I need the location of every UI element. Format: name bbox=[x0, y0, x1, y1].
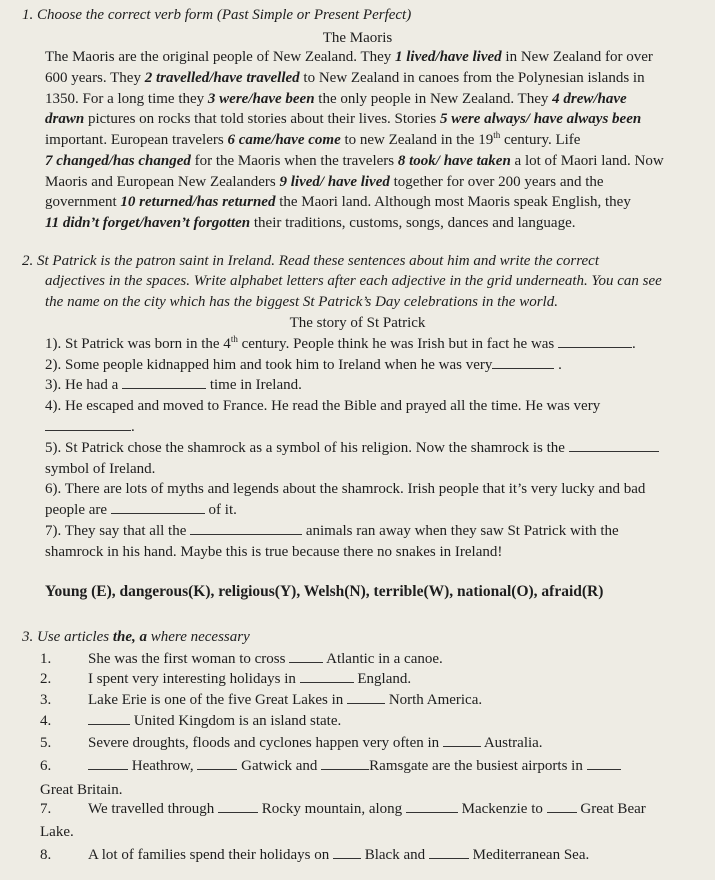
section2-heading-1: 2. St Patrick is the patron saint in Ireland. Read these sentences about him and write the correct bbox=[22, 253, 599, 269]
s1-line-9: 11 didn’t forget/haven’t forgotten their traditions, customs, songs, dances and language. bbox=[45, 215, 576, 231]
blank-s3-7b[interactable] bbox=[406, 800, 458, 813]
word-bank: Young (E), dangerous(K), religious(Y), Welsh(N), terrible(W), national(O), afraid(R) bbox=[45, 583, 604, 600]
section1-title: The Maoris bbox=[322, 30, 393, 46]
s2-line-7: 7). They say that all the animals ran away when they saw St Patrick with the bbox=[45, 523, 619, 539]
blank-s3-7c[interactable] bbox=[547, 800, 577, 813]
s3-item-7: 7. We travelled through Rocky mountain, along Mackenzie to Great Bear bbox=[40, 801, 646, 817]
blank-s3-6c[interactable] bbox=[321, 757, 369, 770]
blank-s3-7a[interactable] bbox=[218, 800, 258, 813]
s1-line-5: important. European travelers 6 came/have come to new Zealand in the 19th century. Life bbox=[45, 130, 581, 148]
s3-item-3: 3. Lake Erie is one of the five Great Lakes in North America. bbox=[40, 692, 483, 708]
blank-s3-3[interactable] bbox=[347, 691, 385, 704]
s3-item-8: 8. A lot of families spend their holidays on Black and Mediterranean Sea. bbox=[40, 847, 590, 863]
section3-heading: 3. Use articles the, a where necessary bbox=[22, 629, 250, 645]
blank-s3-8b[interactable] bbox=[429, 846, 469, 859]
s3-item-5: 5. Severe droughts, floods and cyclones happen very often in Australia. bbox=[40, 735, 543, 751]
blank-s3-8a[interactable] bbox=[333, 846, 361, 859]
blank-s3-6d[interactable] bbox=[587, 757, 621, 770]
s2-line-2: 2). Some people kidnapped him and took him to Ireland when he was very . bbox=[45, 357, 562, 373]
blank-s3-4[interactable] bbox=[88, 712, 130, 725]
s2-line-1: 1). St Patrick was born in the 4th century. People think he was Irish but in fact he was . bbox=[45, 334, 636, 352]
blank-s3-5[interactable] bbox=[443, 734, 481, 747]
section1-heading: 1. Choose the correct verb form (Past Simple or Present Perfect) bbox=[22, 7, 412, 23]
s3-item-4: 4. United Kingdom is an island state. bbox=[40, 713, 342, 729]
blank-2[interactable] bbox=[492, 356, 554, 369]
s1-line-6: 7 changed/has changed for the Maoris when the travelers 8 took/ have taken a lot of Maori land. Now bbox=[45, 153, 664, 169]
blank-5[interactable] bbox=[569, 439, 659, 452]
s1-line-3: 1350. For a long time they 3 were/have been the only people in New Zealand. They 4 drew/have bbox=[45, 91, 627, 107]
s2-line-4b: . bbox=[45, 418, 135, 436]
s3-item-7b: Lake. bbox=[40, 824, 74, 840]
s1-line-8: government 10 returned/has returned the Maori land. Although most Maoris speak English, they bbox=[45, 194, 631, 210]
s1-line-4: drawn pictures on rocks that told stories about their lives. Stories 5 were always/ have always been bbox=[45, 111, 642, 127]
s2-line-7b: shamrock in his hand. Maybe this is true because there no snakes in Ireland! bbox=[45, 544, 503, 560]
s3-item-6b: Great Britain. bbox=[40, 782, 123, 798]
s3-item-6: 6. Heathrow, Gatwick and Ramsgate are the busiest airports in bbox=[40, 757, 621, 775]
blank-3[interactable] bbox=[122, 376, 206, 389]
blank-s3-6b[interactable] bbox=[197, 757, 237, 770]
s1-line-1: The Maoris are the original people of New Zealand. They 1 lived/have lived in New Zealand for over bbox=[45, 49, 653, 65]
s2-line-6: 6). There are lots of myths and legends about the shamrock. Irish people that it’s very lucky and bad bbox=[45, 481, 646, 497]
blank-7[interactable] bbox=[190, 522, 302, 535]
blank-s3-1[interactable] bbox=[289, 650, 323, 663]
blank-1[interactable] bbox=[558, 335, 632, 348]
section2-heading-2: adjectives in the spaces. Write alphabet letters after each adjective in the grid underneath. You can see bbox=[45, 273, 662, 289]
blank-s3-2[interactable] bbox=[300, 670, 354, 683]
blank-4[interactable] bbox=[45, 418, 131, 431]
s2-line-5: 5). St Patrick chose the shamrock as a symbol of his religion. Now the shamrock is the bbox=[45, 439, 659, 457]
s3-item-1: 1. She was the first woman to cross Atlantic in a canoe. bbox=[40, 651, 443, 667]
s2-line-5b: symbol of Ireland. bbox=[45, 461, 156, 477]
section2-title: The story of St Patrick bbox=[289, 315, 426, 331]
blank-s3-6a[interactable] bbox=[88, 757, 128, 770]
s2-line-4: 4). He escaped and moved to France. He read the Bible and prayed all the time. He was very bbox=[45, 398, 601, 414]
blank-6[interactable] bbox=[111, 501, 205, 514]
s2-line-3: 3). He had a time in Ireland. bbox=[45, 377, 302, 393]
section2-heading-3: the name on the city which has the biggest St Patrick’s Day celebrations in the world. bbox=[45, 294, 558, 310]
s1-line-2: 600 years. They 2 travelled/have travelled to New Zealand in canoes from the Polynesian islands in bbox=[45, 70, 645, 86]
s1-line-7: Maoris and European New Zealanders 9 lived/ have lived together for over 200 years and the bbox=[45, 174, 604, 190]
s2-line-6b: people are of it. bbox=[45, 502, 237, 518]
s3-item-2: 2. I spent very interesting holidays in England. bbox=[40, 671, 412, 687]
